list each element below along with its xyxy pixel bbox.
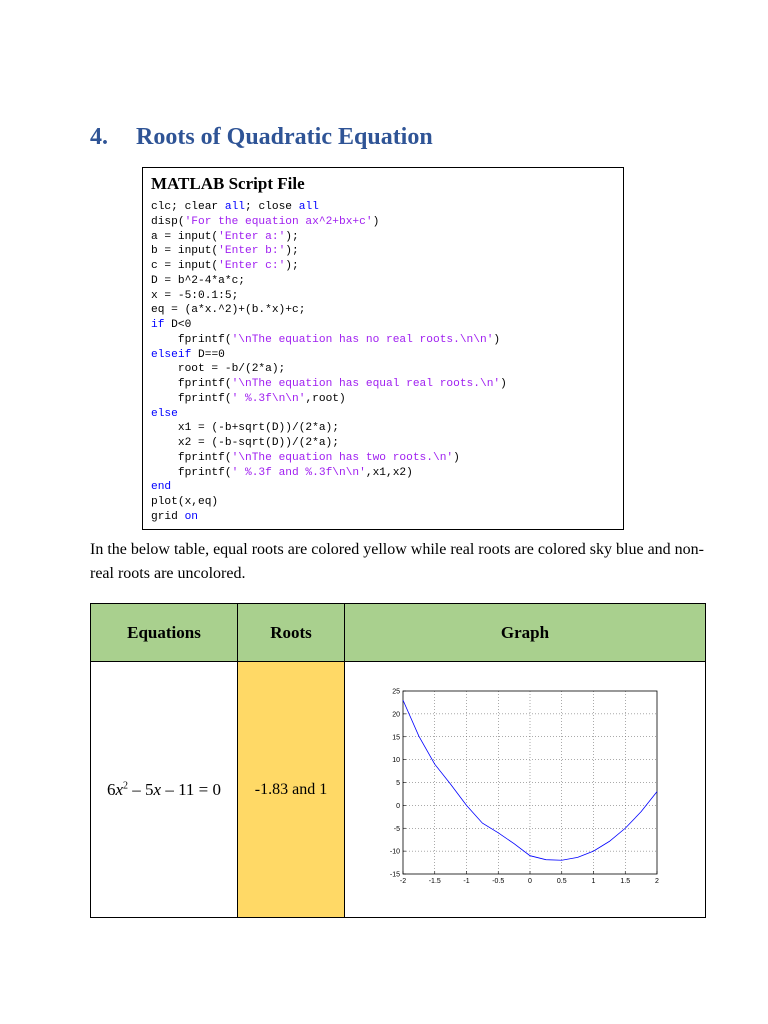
y-tick-label: 15 <box>392 734 400 742</box>
code-text: x1 = (-b+sqrt(D))/(2*a); <box>151 422 339 435</box>
code-string: '\nThe equation has equal real roots.\n' <box>231 378 501 390</box>
code-string: 'Enter a:' <box>218 230 286 243</box>
section-number: 4. <box>90 124 108 150</box>
code-text: D = b^2-4*a*c; <box>151 274 245 287</box>
code-text: x2 = (-b-sqrt(D))/(2*a); <box>151 437 339 449</box>
code-text: fprintf( <box>151 392 232 405</box>
code-line <box>151 392 615 407</box>
code-text: ); <box>285 230 299 243</box>
x-tick-label: -1 <box>463 878 470 885</box>
y-tick-label: 10 <box>392 757 400 765</box>
code-line <box>151 362 615 377</box>
roots-table <box>90 603 706 918</box>
x-tick-label: 2 <box>655 878 659 885</box>
code-text: ) <box>500 378 507 390</box>
code-text: ) <box>493 333 501 346</box>
code-line <box>151 421 615 436</box>
code-line <box>151 244 615 259</box>
header-roots: Roots <box>238 604 345 662</box>
header-graph: Graph <box>345 604 706 662</box>
x-tick-label: 0.5 <box>556 878 567 885</box>
table-header-row <box>91 604 706 662</box>
code-keyword: if <box>151 319 165 331</box>
code-keyword: else <box>151 407 178 420</box>
equation-cell <box>91 662 238 918</box>
y-tick-label: 5 <box>396 780 400 787</box>
code-string: '\nThe equation has two roots.\n' <box>231 451 454 464</box>
equation-part: – 5 <box>128 779 154 799</box>
code-string: 'For the equation ax^2+bx+c' <box>184 215 373 228</box>
code-line <box>151 259 615 274</box>
x-tick-label: -1.5 <box>428 878 441 885</box>
code-text: ) <box>453 451 460 464</box>
code-string: 'Enter c:' <box>218 260 286 272</box>
roots-cell: -1.83 and 1 <box>238 662 345 918</box>
code-line <box>151 289 615 304</box>
code-keyword: on <box>184 510 199 523</box>
code-line <box>151 436 615 451</box>
y-tick-label: -10 <box>389 848 400 856</box>
code-text: fprintf( <box>151 378 232 390</box>
code-line <box>151 480 615 495</box>
code-keyword: all <box>224 201 246 213</box>
code-line <box>151 348 615 363</box>
code-text: ); <box>285 245 299 258</box>
table-row <box>91 662 706 918</box>
code-string: ' %.3f and %.3f\n\n' <box>231 466 366 479</box>
code-text: D==0 <box>191 348 225 361</box>
code-string: 'Enter b:' <box>218 245 286 258</box>
code-text: eq = (a*x.^2)+(b.*x)+c; <box>151 304 306 317</box>
code-line <box>151 466 615 481</box>
matlab-script-box <box>142 167 624 530</box>
code-line <box>151 510 615 525</box>
intro-paragraph: In the below table, equal roots are colored yellow while real roots are colored sky blue and non-real roots are uncolored. <box>90 541 705 582</box>
code-text: x = -5:0.1:5; <box>151 289 239 302</box>
code-text: root = -b/(2*a); <box>151 363 286 376</box>
code-text: clc; clear <box>151 201 225 213</box>
code-text: a = input( <box>151 230 219 243</box>
code-keyword: elseif <box>151 348 192 361</box>
equation-coef: 6 <box>106 779 116 799</box>
code-line <box>151 407 615 422</box>
y-tick-label: -15 <box>389 871 400 879</box>
code-text: ,x1,x2) <box>365 466 413 479</box>
code-string: ' %.3f\n\n' <box>231 392 306 405</box>
code-text: disp( <box>151 215 185 228</box>
code-line <box>151 200 615 215</box>
code-keyword: end <box>151 481 172 494</box>
code-line <box>151 318 615 333</box>
code-text: c = input( <box>151 260 219 272</box>
section-heading <box>90 124 433 151</box>
graph-cell <box>345 662 706 918</box>
code-text: fprintf( <box>151 451 232 464</box>
x-tick-label: 1.5 <box>620 878 631 885</box>
quadratic-plot <box>345 662 704 912</box>
code-line <box>151 215 615 230</box>
code-line <box>151 303 615 318</box>
matlab-code <box>151 200 615 525</box>
code-line <box>151 451 615 466</box>
code-text: ); <box>285 260 299 272</box>
code-line <box>151 495 615 510</box>
x-tick-label: 1 <box>591 878 596 885</box>
code-text: D<0 <box>164 319 192 331</box>
code-text: fprintf( <box>151 333 232 346</box>
code-text: plot(x,eq) <box>151 496 219 508</box>
code-text: fprintf( <box>151 466 232 479</box>
equation-var: x <box>115 779 124 799</box>
code-text: ) <box>372 215 380 228</box>
x-tick-label: 0 <box>528 878 532 885</box>
equation-part: – 11 = 0 <box>161 779 222 799</box>
equation-var: x <box>153 779 162 799</box>
script-box-title: MATLAB Script File <box>151 174 305 193</box>
code-keyword: all <box>298 201 319 213</box>
code-text: ; close <box>245 201 299 213</box>
x-tick-label: -2 <box>399 878 407 885</box>
code-line <box>151 274 615 289</box>
y-tick-label: 25 <box>392 688 400 696</box>
code-line <box>151 333 615 348</box>
code-line <box>151 377 615 392</box>
y-tick-label: -5 <box>393 825 400 833</box>
x-tick-label: -0.5 <box>492 878 505 885</box>
header-equations: Equations <box>91 604 238 662</box>
code-text: ,root) <box>305 392 346 405</box>
y-tick-label: 20 <box>392 711 400 719</box>
code-text: b = input( <box>151 245 219 258</box>
code-string: '\nThe equation has no real roots.\n\n' <box>231 333 494 346</box>
code-text: grid <box>151 510 185 523</box>
section-title: Roots of Quadratic Equation <box>136 124 433 150</box>
code-line <box>151 230 615 245</box>
y-tick-label: 0 <box>396 802 400 810</box>
equation-exponent: 2 <box>123 779 129 791</box>
